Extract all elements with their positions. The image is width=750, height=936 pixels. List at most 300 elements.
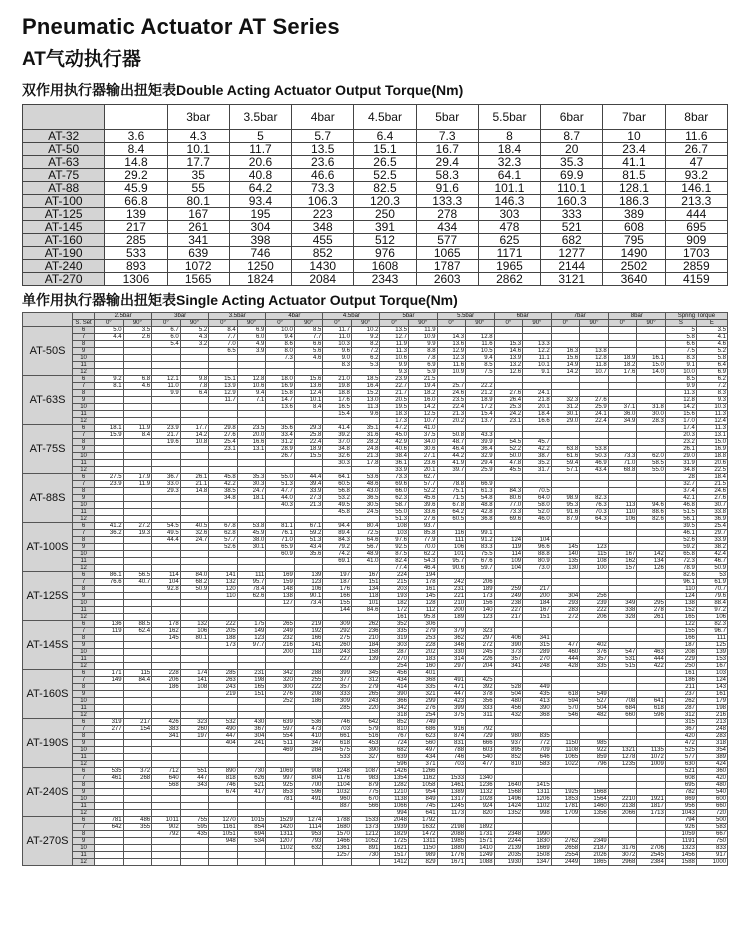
- torque-cell: 103: [380, 530, 409, 537]
- torque-cell: [237, 516, 266, 523]
- torque-cell: 15.2: [351, 390, 380, 397]
- torque-cell: 2066: [608, 810, 637, 817]
- torque-cell: 2210: [608, 796, 637, 803]
- torque-cell: 536: [294, 719, 323, 726]
- torque-cell: [209, 705, 238, 712]
- torque-cell: [266, 411, 295, 418]
- angle-header: 90°: [523, 320, 552, 327]
- torque-cell: [580, 670, 609, 677]
- torque-cell: 303: [478, 208, 540, 221]
- torque-cell: 106: [608, 516, 637, 523]
- torque-cell: 1703: [665, 247, 727, 260]
- torque-cell: 33.9: [294, 488, 323, 495]
- torque-cell: 349: [608, 600, 637, 607]
- spring-set-cell: 9: [73, 691, 95, 698]
- table-row: [23, 789, 728, 796]
- torque-cell: 5.7: [292, 130, 354, 143]
- torque-cell: 1266: [408, 768, 437, 775]
- torque-cell: 119: [95, 628, 124, 635]
- torque-cell: 46.1: [665, 530, 696, 537]
- torque-cell: 11.6: [466, 341, 495, 348]
- torque-cell: 782: [665, 789, 696, 796]
- torque-cell: 21.8: [523, 397, 552, 404]
- torque-cell: 141: [209, 572, 238, 579]
- torque-cell: [351, 516, 380, 523]
- model-cell: AT-240S: [23, 768, 73, 817]
- torque-cell: 95.3: [551, 502, 580, 509]
- torque-cell: 186: [665, 677, 696, 684]
- torque-cell: 1373: [351, 824, 380, 831]
- torque-cell: 270: [380, 656, 409, 663]
- torque-cell: [551, 579, 580, 586]
- torque-cell: 50.9: [180, 586, 209, 593]
- torque-cell: 1669: [523, 845, 552, 852]
- torque-cell: [123, 733, 152, 740]
- spring-set-cell: 6: [73, 327, 95, 334]
- torque-cell: [237, 698, 266, 705]
- torque-cell: [95, 397, 124, 404]
- torque-cell: [608, 334, 637, 341]
- torque-cell: [466, 523, 495, 530]
- torque-cell: 540: [466, 754, 495, 761]
- torque-cell: 200: [523, 593, 552, 600]
- torque-cell: 217: [105, 221, 167, 234]
- torque-cell: 1426: [380, 768, 409, 775]
- torque-cell: [123, 411, 152, 418]
- torque-cell: 399: [323, 670, 352, 677]
- torque-cell: 1245: [437, 803, 466, 810]
- torque-cell: 8.5: [665, 376, 696, 383]
- torque-cell: 1069: [266, 768, 295, 775]
- torque-cell: [123, 558, 152, 565]
- torque-cell: [95, 803, 124, 810]
- torque-cell: 4.1: [696, 334, 727, 341]
- torque-cell: [637, 817, 666, 824]
- torque-cell: [152, 796, 181, 803]
- torque-cell: 52.6: [665, 537, 696, 544]
- torque-cell: 14.6: [494, 348, 523, 355]
- torque-cell: 9.2: [351, 334, 380, 341]
- torque-cell: 47.2: [380, 425, 409, 432]
- torque-cell: 319: [380, 635, 409, 642]
- table-row: [23, 782, 728, 789]
- torque-cell: 278: [637, 607, 666, 614]
- torque-cell: [637, 432, 666, 439]
- table-row: [23, 334, 728, 341]
- torque-cell: [152, 418, 181, 425]
- torque-cell: 12.7: [380, 334, 409, 341]
- torque-cell: [494, 726, 523, 733]
- torque-cell: [637, 397, 666, 404]
- torque-cell: 1274: [294, 817, 323, 824]
- torque-cell: 980: [494, 733, 523, 740]
- torque-cell: [494, 474, 523, 481]
- torque-cell: 795: [603, 234, 665, 247]
- torque-cell: [637, 439, 666, 446]
- torque-cell: 70.7: [696, 586, 727, 593]
- torque-cell: [551, 432, 580, 439]
- torque-cell: 376: [580, 649, 609, 656]
- torque-cell: [551, 775, 580, 782]
- torque-cell: 73.3: [380, 474, 409, 481]
- torque-cell: 2244: [494, 838, 523, 845]
- torque-cell: [551, 530, 580, 537]
- torque-cell: 285: [209, 670, 238, 677]
- torque-cell: 27.6: [696, 495, 727, 502]
- torque-cell: [95, 488, 124, 495]
- torque-cell: 14.8: [105, 156, 167, 169]
- torque-cell: 22.4: [294, 439, 323, 446]
- torque-cell: [637, 775, 666, 782]
- torque-cell: 79.2: [323, 544, 352, 551]
- table-row: [23, 537, 728, 544]
- torque-cell: 44.4: [152, 537, 181, 544]
- single-acting-title: 单作用执行器输出扭矩表Single Acting Actuator Output Torque(Nm): [22, 292, 458, 308]
- torque-cell: 21.1: [180, 481, 209, 488]
- torque-cell: 22.4: [437, 404, 466, 411]
- torque-cell: 52.2: [408, 488, 437, 495]
- spring-set-cell: 9: [73, 397, 95, 404]
- torque-cell: 139: [105, 208, 167, 221]
- torque-cell: 34.9: [608, 418, 637, 425]
- torque-cell: 35.3: [541, 156, 603, 169]
- torque-cell: [266, 852, 295, 859]
- torque-cell: 73.0: [523, 565, 552, 572]
- torque-cell: 1015: [237, 817, 266, 824]
- spring-set-spacer: [73, 313, 95, 320]
- pressure-header: 4bar: [292, 105, 354, 130]
- table-row: [23, 838, 728, 845]
- table-row: [23, 649, 728, 656]
- torque-cell: 237: [665, 691, 696, 698]
- torque-cell: 391: [354, 221, 416, 234]
- torque-cell: [580, 586, 609, 593]
- torque-cell: 54.5: [494, 439, 523, 446]
- torque-cell: 1088: [466, 859, 495, 866]
- torque-cell: 15.6: [551, 355, 580, 362]
- torque-cell: [209, 852, 238, 859]
- torque-cell: 909: [665, 234, 727, 247]
- torque-cell: 18.2: [608, 362, 637, 369]
- torque-cell: 162: [608, 558, 637, 565]
- torque-cell: [608, 642, 637, 649]
- torque-cell: [551, 383, 580, 390]
- torque-cell: 20.6: [229, 156, 291, 169]
- torque-cell: 1000: [696, 859, 727, 866]
- torque-cell: [209, 649, 238, 656]
- torque-cell: [123, 691, 152, 698]
- torque-cell: 155: [323, 600, 352, 607]
- torque-cell: 595: [180, 824, 209, 831]
- torque-cell: 95.8: [408, 614, 437, 621]
- torque-cell: 31.9: [665, 460, 696, 467]
- torque-cell: [180, 509, 209, 516]
- torque-cell: [551, 670, 580, 677]
- torque-cell: 632: [294, 845, 323, 852]
- torque-cell: 309: [323, 698, 352, 705]
- angle-header: 0°: [551, 320, 580, 327]
- torque-cell: [123, 803, 152, 810]
- torque-cell: [180, 761, 209, 768]
- torque-cell: 1354: [380, 775, 409, 782]
- torque-cell: 53.8: [580, 446, 609, 453]
- torque-cell: 1725: [380, 838, 409, 845]
- torque-cell: 12.4: [294, 390, 323, 397]
- torque-cell: [180, 649, 209, 656]
- torque-cell: 10: [603, 130, 665, 143]
- torque-cell: [180, 600, 209, 607]
- model-cell: AT-125: [23, 208, 105, 221]
- torque-cell: 103: [696, 670, 727, 677]
- torque-cell: [608, 397, 637, 404]
- torque-cell: 183: [408, 656, 437, 663]
- torque-cell: 20.3: [665, 432, 696, 439]
- torque-cell: [608, 768, 637, 775]
- model-cell: AT-270: [23, 273, 105, 286]
- torque-cell: 521: [541, 221, 603, 234]
- torque-cell: 879: [351, 782, 380, 789]
- torque-cell: 9.9: [665, 383, 696, 390]
- torque-cell: [437, 327, 466, 334]
- torque-cell: 36.0: [608, 411, 637, 418]
- torque-cell: 80.4: [351, 523, 380, 530]
- torque-cell: [152, 404, 181, 411]
- torque-cell: 347: [294, 740, 323, 747]
- torque-cell: [637, 341, 666, 348]
- torque-cell: 14.3: [437, 334, 466, 341]
- torque-cell: 29.7: [696, 530, 727, 537]
- torque-cell: 21.5: [408, 376, 437, 383]
- table-row: [23, 234, 728, 247]
- torque-cell: 417: [237, 789, 266, 796]
- torque-cell: [523, 621, 552, 628]
- torque-cell: 139: [696, 649, 727, 656]
- torque-cell: 262: [665, 698, 696, 705]
- torque-cell: 432: [494, 712, 523, 719]
- torque-cell: [294, 411, 323, 418]
- torque-cell: 132: [209, 579, 238, 586]
- torque-cell: [95, 782, 124, 789]
- torque-cell: [266, 859, 295, 866]
- torque-cell: 2187: [580, 845, 609, 852]
- torque-cell: [294, 656, 323, 663]
- torque-cell: [123, 649, 152, 656]
- torque-cell: 57.1: [551, 467, 580, 474]
- torque-cell: 86.1: [95, 572, 124, 579]
- torque-cell: [180, 796, 209, 803]
- torque-cell: [180, 467, 209, 474]
- torque-cell: [323, 369, 352, 376]
- torque-cell: 5.8: [696, 355, 727, 362]
- torque-cell: 24.6: [437, 390, 466, 397]
- table-row: [23, 663, 728, 670]
- torque-cell: [294, 803, 323, 810]
- torque-cell: 684: [608, 705, 637, 712]
- torque-cell: 184: [523, 600, 552, 607]
- torque-cell: 46.4: [437, 446, 466, 453]
- torque-cell: 33.4: [266, 432, 295, 439]
- table-row: [23, 383, 728, 390]
- torque-cell: [95, 565, 124, 572]
- spring-set-cell: 8: [73, 488, 95, 495]
- torque-cell: [294, 705, 323, 712]
- torque-cell: 1853: [551, 796, 580, 803]
- torque-cell: [266, 705, 295, 712]
- torque-cell: 6.9: [696, 369, 727, 376]
- torque-cell: 401: [408, 670, 437, 677]
- torque-cell: 8.3: [323, 362, 352, 369]
- torque-cell: 469: [266, 747, 295, 754]
- torque-cell: 318: [696, 740, 727, 747]
- torque-cell: 8.4: [294, 404, 323, 411]
- torque-cell: 10.7: [580, 369, 609, 376]
- torque-cell: 62.6: [237, 593, 266, 600]
- torque-cell: 357: [580, 656, 609, 663]
- torque-cell: 76.3: [580, 502, 609, 509]
- torque-cell: [466, 670, 495, 677]
- torque-cell: 202: [408, 649, 437, 656]
- torque-cell: 72.3: [665, 558, 696, 565]
- torque-cell: 127: [266, 600, 295, 607]
- torque-cell: 56.5: [123, 572, 152, 579]
- torque-cell: 323: [466, 628, 495, 635]
- torque-cell: [580, 383, 609, 390]
- torque-cell: 5.2: [696, 348, 727, 355]
- torque-cell: 12.4: [696, 418, 727, 425]
- torque-cell: 285: [105, 234, 167, 247]
- torque-cell: [180, 411, 209, 418]
- torque-cell: [580, 684, 609, 691]
- spring-set-cell: 8: [73, 635, 95, 642]
- torque-cell: 2144: [541, 260, 603, 273]
- torque-cell: 6.9: [237, 327, 266, 334]
- torque-cell: 3.2: [180, 341, 209, 348]
- spring-set-cell: 10: [73, 355, 95, 362]
- torque-cell: 28.9: [266, 446, 295, 453]
- torque-cell: 781: [266, 796, 295, 803]
- torque-cell: 88.4: [696, 600, 727, 607]
- torque-cell: [551, 726, 580, 733]
- torque-cell: 15.8: [266, 390, 295, 397]
- torque-cell: 97.6: [380, 537, 409, 544]
- torque-cell: 24.1: [580, 411, 609, 418]
- pressure-header: 2.5bar: [95, 313, 152, 320]
- torque-cell: 3.5: [696, 327, 727, 334]
- torque-cell: [123, 789, 152, 796]
- torque-cell: 142: [637, 551, 666, 558]
- torque-cell: 859: [580, 754, 609, 761]
- torque-cell: 155: [665, 628, 696, 635]
- table-row: [23, 439, 728, 446]
- torque-cell: 45.6: [408, 495, 437, 502]
- torque-cell: 85.8: [408, 530, 437, 537]
- torque-cell: 65.8: [665, 551, 696, 558]
- torque-cell: 38.5: [209, 488, 238, 495]
- torque-cell: [466, 719, 495, 726]
- torque-cell: 560: [408, 740, 437, 747]
- torque-cell: 480: [696, 782, 727, 789]
- torque-cell: [152, 698, 181, 705]
- torque-cell: 10.9: [408, 334, 437, 341]
- torque-cell: [294, 614, 323, 621]
- torque-cell: 1102: [523, 803, 552, 810]
- torque-cell: 709: [523, 747, 552, 754]
- torque-cell: [152, 656, 181, 663]
- torque-cell: [608, 621, 637, 628]
- torque-cell: [551, 831, 580, 838]
- torque-cell: 52.5: [354, 169, 416, 182]
- torque-cell: 39.5: [665, 523, 696, 530]
- torque-cell: [494, 621, 523, 628]
- torque-cell: 490: [209, 726, 238, 733]
- torque-cell: 354: [696, 747, 727, 754]
- torque-cell: 71.5: [437, 495, 466, 502]
- torque-cell: 444: [637, 656, 666, 663]
- torque-cell: 775: [351, 789, 380, 796]
- torque-cell: [637, 838, 666, 845]
- torque-cell: 13.9: [209, 383, 238, 390]
- torque-cell: 26.7: [665, 143, 727, 156]
- torque-cell: 50.8: [437, 432, 466, 439]
- torque-cell: 245: [466, 649, 495, 656]
- torque-cell: 99.1: [466, 530, 495, 537]
- torque-cell: 477: [551, 642, 580, 649]
- torque-cell: 7.2: [696, 383, 727, 390]
- torque-cell: 315: [665, 719, 696, 726]
- torque-cell: 96.1: [665, 579, 696, 586]
- torque-cell: 41.0: [351, 558, 380, 565]
- torque-cell: 2138: [608, 803, 637, 810]
- torque-cell: 16.3: [551, 348, 580, 355]
- torque-cell: 101.1: [478, 182, 540, 195]
- torque-cell: 1072: [637, 754, 666, 761]
- torque-cell: [123, 418, 152, 425]
- torque-cell: [123, 397, 152, 404]
- torque-cell: 43.4: [294, 544, 323, 551]
- torque-cell: 23.1: [209, 446, 238, 453]
- torque-cell: 27.1: [408, 453, 437, 460]
- torque-cell: 7.8: [180, 383, 209, 390]
- table-row: [23, 558, 728, 565]
- torque-cell: 1412: [380, 859, 409, 866]
- torque-cell: 265: [351, 691, 380, 698]
- torque-cell: [152, 691, 181, 698]
- torque-cell: [580, 425, 609, 432]
- table-row: [23, 628, 728, 635]
- torque-cell: 852: [494, 754, 523, 761]
- torque-cell: [608, 537, 637, 544]
- torque-cell: 108: [380, 523, 409, 530]
- torque-cell: 926: [665, 824, 696, 831]
- torque-cell: 525: [665, 747, 696, 754]
- torque-cell: 389: [696, 754, 727, 761]
- table-row: [23, 593, 728, 600]
- torque-cell: [152, 852, 181, 859]
- torque-cell: 90.1: [294, 593, 323, 600]
- torque-cell: [323, 712, 352, 719]
- torque-cell: [608, 495, 637, 502]
- torque-cell: 171: [95, 670, 124, 677]
- torque-cell: 13.1: [237, 446, 266, 453]
- torque-cell: [180, 495, 209, 502]
- torque-cell: 745: [408, 803, 437, 810]
- torque-cell: 41.2: [95, 523, 124, 530]
- torque-cell: 288: [294, 670, 323, 677]
- torque-cell: 335: [580, 663, 609, 670]
- torque-cell: 59.7: [466, 565, 495, 572]
- torque-cell: 953: [294, 831, 323, 838]
- torque-cell: 18.1: [95, 425, 124, 432]
